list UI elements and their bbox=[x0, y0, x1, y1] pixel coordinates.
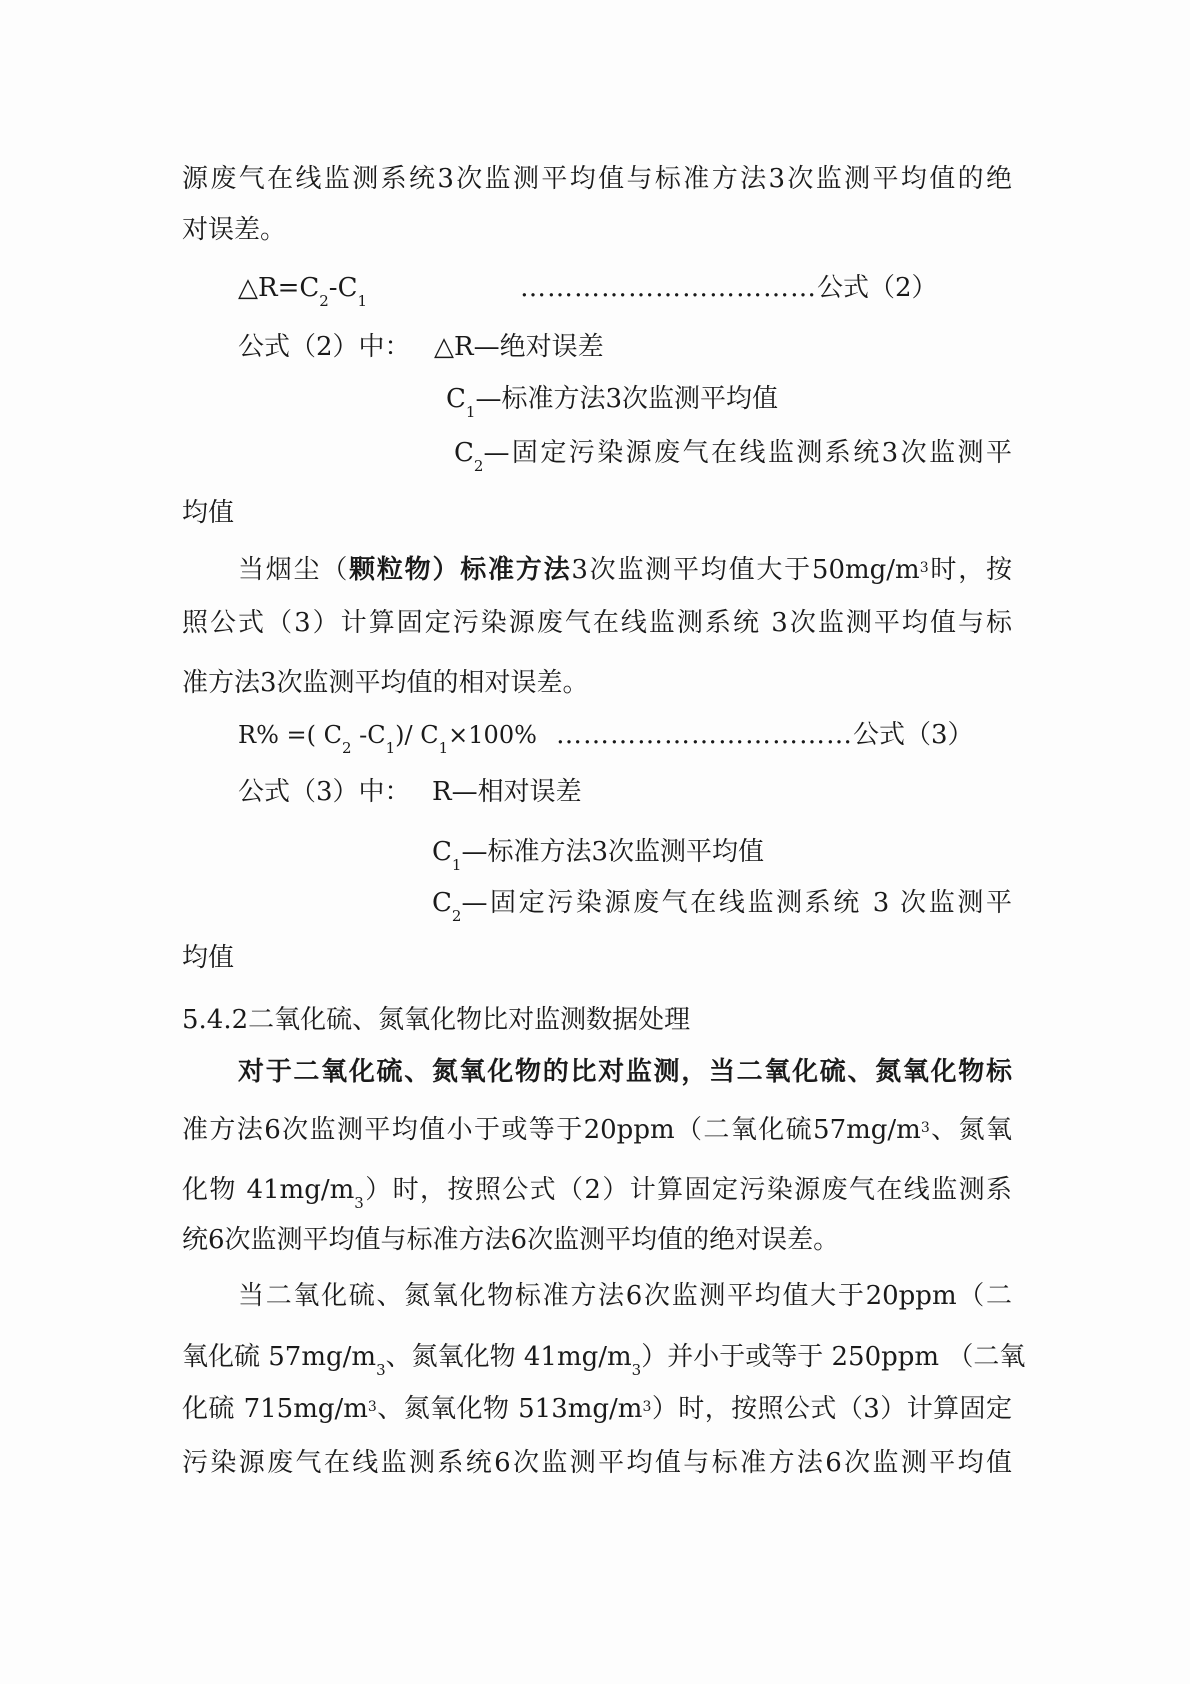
formula-2: $\triangle R=C_2-C_1$ bbox=[238, 273, 368, 310]
paragraph-line: 源废气在线监测系统3次监测平均值与标准方法3次监测平均值的绝 bbox=[182, 164, 1012, 194]
paragraph-line: 当烟尘（颗粒物）标准方法3次监测平均值大于$50mg/m^3$时，按 bbox=[238, 555, 1012, 585]
paragraph-line: 准方法6次监测平均值小于或等于20ppm（二氧化硫$57mg/m^3$、氮氧 bbox=[182, 1115, 1012, 1145]
formula-3-label: ……………………………公式（3） bbox=[556, 720, 974, 750]
legend-item: $C_1—$标准方法3次监测平均值 bbox=[432, 837, 764, 874]
legend-item: $C_2—$固定污染源废气在线监测系统3次监测平 bbox=[454, 438, 1012, 475]
legend-item: △R—绝对误差 bbox=[434, 332, 604, 362]
formula-legend-header: 公式（3）中： bbox=[238, 777, 411, 807]
formula-legend-header: 公式（2）中： bbox=[238, 332, 411, 362]
section-heading: 5.4.2二氧化硫、氮氧化物比对监测数据处理 bbox=[182, 1005, 691, 1035]
legend-item: $C_1—$标准方法3次监测平均值 bbox=[446, 384, 778, 421]
legend-item: R—相对误差 bbox=[432, 777, 582, 807]
paragraph-line: 准方法3次监测平均值的相对误差。 bbox=[182, 668, 589, 698]
paragraph-line: 化硫 $715mg/m^3$、氮氧化物 $513mg/m^3$）时，按照公式（3）计算固定 bbox=[182, 1394, 1012, 1424]
legend-item: $C_2—$固定污染源废气在线监测系统 3 次监测平 bbox=[432, 888, 1012, 925]
paragraph-line: 照公式（3）计算固定污染源废气在线监测系统 3次监测平均值与标 bbox=[182, 608, 1012, 638]
paragraph-line: 统6次监测平均值与标准方法6次监测平均值的绝对误差。 bbox=[182, 1225, 840, 1255]
paragraph-line: 对于二氧化硫、氮氧化物的比对监测，当二氧化硫、氮氧化物标 bbox=[238, 1057, 1012, 1087]
formula-2-label: ……………………………公式（2） bbox=[520, 273, 938, 303]
paragraph-line: 化物 $41mg/m_3$）时，按照公式（2）计算固定污染源废气在线监测系 bbox=[182, 1175, 1012, 1212]
paragraph-line: 均值 bbox=[182, 498, 235, 528]
paragraph-line: 当二氧化硫、氮氧化物标准方法6次监测平均值大于20ppm（二 bbox=[238, 1281, 1012, 1311]
paragraph-line: 对误差。 bbox=[182, 215, 287, 245]
paragraph-line: 均值 bbox=[182, 943, 235, 973]
paragraph-line: 氧化硫 $57mg/m_3$、氮氧化物 $41mg/m_3$）并小于或等于 250ppm （二氧 bbox=[182, 1342, 1026, 1379]
paragraph-line: 污染源废气在线监测系统6次监测平均值与标准方法6次监测平均值 bbox=[182, 1448, 1012, 1478]
formula-3: R% =( $C_2$ $-C_1)/$ $C_1\times 100\%$ bbox=[238, 721, 537, 757]
